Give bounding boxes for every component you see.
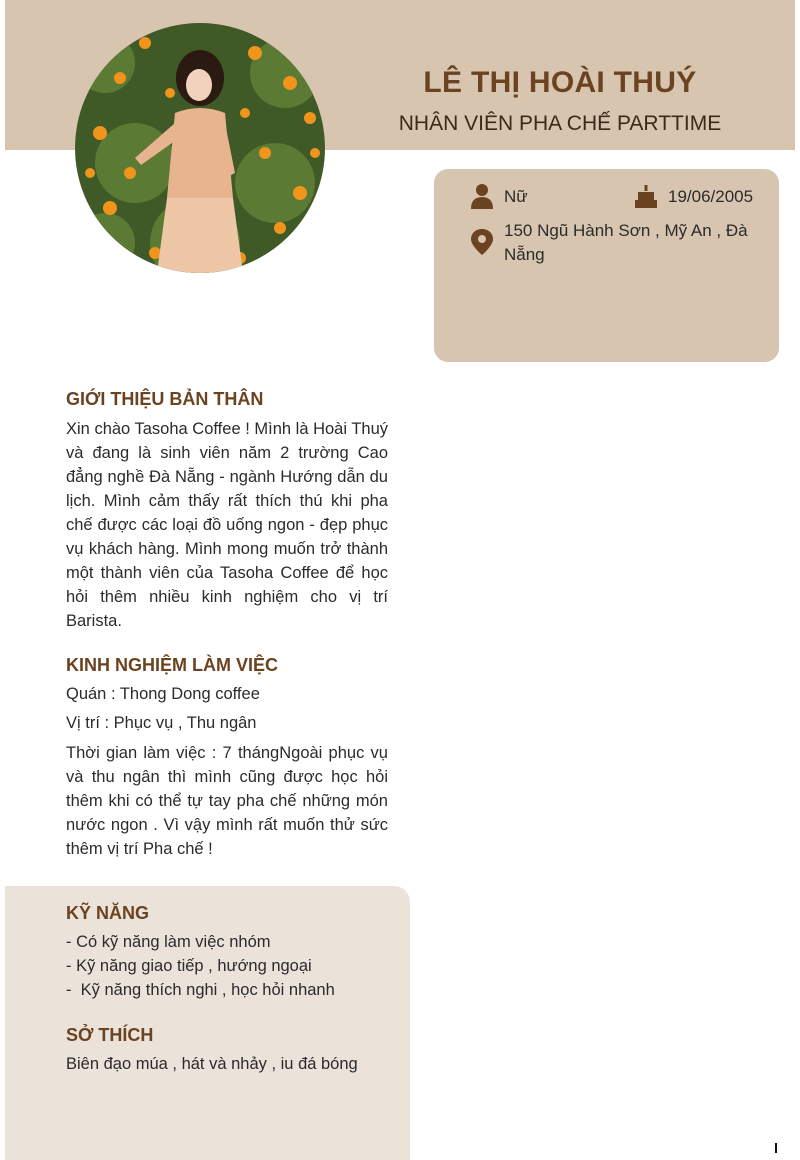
experience-shop: Quán : Thong Dong coffee [66, 685, 260, 703]
skills-title: KỸ NĂNG [66, 903, 150, 923]
skill-item: - Kỹ năng giao tiếp , hướng ngoại [66, 957, 312, 975]
candidate-name: LÊ THỊ HOÀI THUÝ [423, 66, 697, 99]
skill-item: - Kỹ năng thích nghi , học hỏi nhanh [66, 981, 335, 999]
about-text: Xin chào Tasoha Coffee ! Mình là Hoài Thuý và đang là sinh viên năm 2 trường Cao đẳng nghề Đà Nẵng - ngành Hướng dẫn du lịch. Mình cảm thấy rất thích thú khi pha chế được các loại đồ uống ngon - đẹp phục vụ khách hàng. Mình mong muốn trở thành một thành viên của Tasoha Coffee để học hỏi thêm nhiều kinh nghiệm cho vị trí Barista. [66, 420, 388, 630]
gender-row [470, 183, 528, 209]
address-value: 150 Ngũ Hành Sơn , Mỹ An , Đà Nẵng [504, 221, 748, 264]
experience-title: KINH NGHIỆM LÀM VIỆC [66, 655, 279, 675]
cake-icon [634, 183, 658, 209]
page-edge-mark [775, 1143, 777, 1153]
birthday-row [634, 183, 753, 209]
skills-panel [5, 886, 410, 1160]
job-title: NHÂN VIÊN PHA CHẾ PARTTIME [398, 112, 722, 135]
hobbies-title: SỞ THÍCH [66, 1025, 154, 1045]
experience-description: Thời gian làm việc : 7 thángNgoài phục vụ và thu ngân thì mình cũng được học hỏi thêm khi có thể tự tay pha chế những món nước ngon . Vì vậy mình rất muốn thử sức thêm vị trí Pha chế ! [66, 744, 388, 858]
birthday-value: 19/06/2005 [668, 187, 754, 206]
skill-item: - Có kỹ năng làm việc nhóm [66, 933, 271, 951]
hobbies-text: Biên đạo múa , hát và nhảy , iu đá bóng [66, 1055, 358, 1073]
person-icon [470, 183, 494, 209]
experience-position: Vị trí : Phục vụ , Thu ngân [66, 714, 257, 732]
profile-photo-image [75, 23, 325, 273]
gender-value: Nữ [504, 187, 528, 206]
location-pin-icon [470, 229, 494, 255]
about-title: GIỚI THIỆU BẢN THÂN [66, 389, 264, 409]
address-row [470, 219, 754, 267]
profile-photo [75, 23, 325, 273]
